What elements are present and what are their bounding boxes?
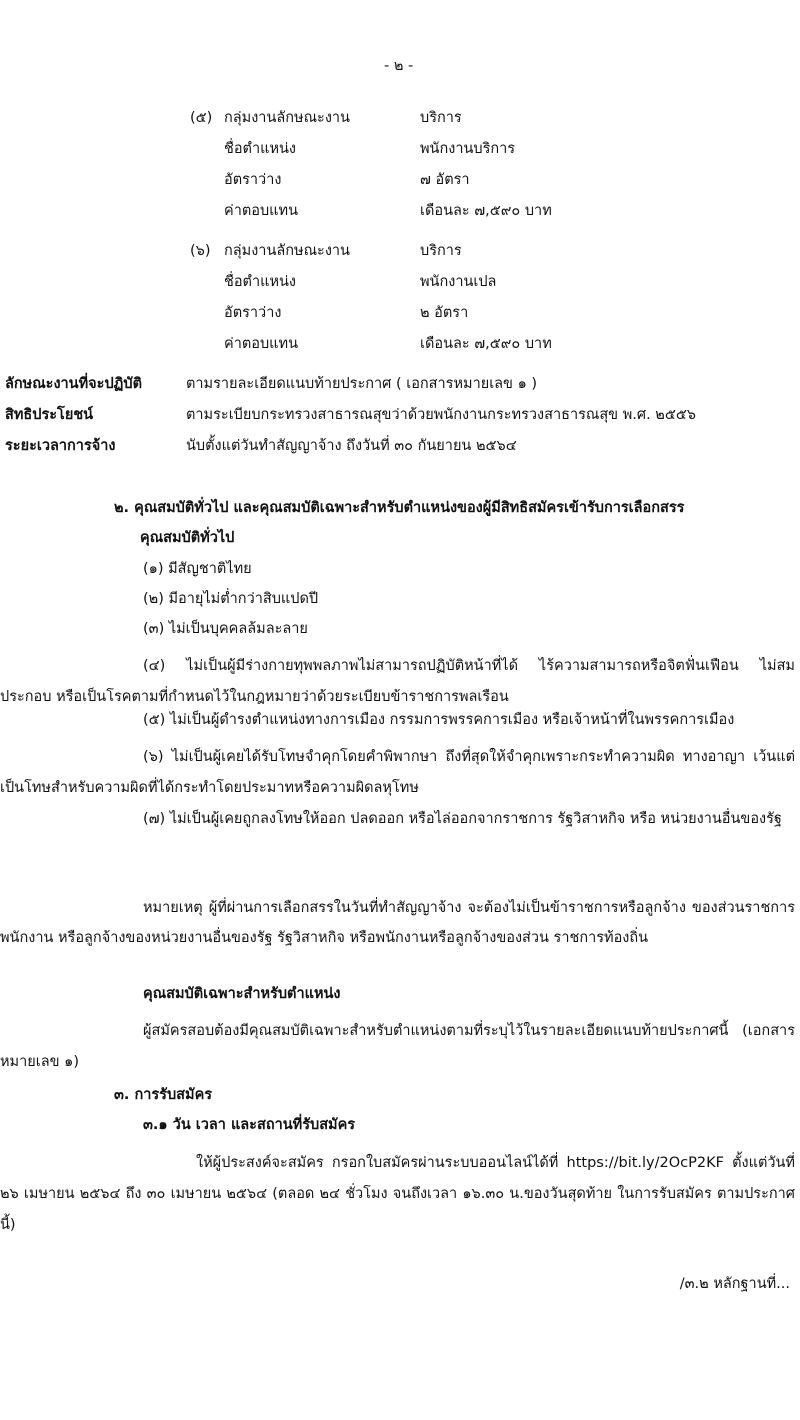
subsection-heading: คุณสมบัติเฉพาะสำหรับตำแหน่ง: [143, 986, 341, 1002]
page-number: - ๒ -: [384, 58, 414, 74]
field-value: บริการ: [420, 110, 462, 126]
field-value: เดือนละ ๗,๕๙๐ บาท: [420, 203, 552, 219]
field-label: ค่าตอบแทน: [224, 336, 298, 352]
list-item: (๓) ไม่เป็นบุคคลล้มละลาย: [143, 621, 308, 637]
term-value: ตามรายละเอียดแนบท้ายประกาศ ( เอกสารหมายเลข ๑ ): [186, 376, 538, 392]
field-label: ค่าตอบแทน: [224, 203, 298, 219]
list-item: (๗) ไม่เป็นผู้เคยถูกลงโทษให้ออก ปลดออก หรือไล่ออกจากราชการ รัฐวิสาหกิจ หรือ หน่วยงานอื่นของรัฐ: [143, 811, 782, 827]
field-value: บริการ: [420, 243, 462, 259]
field-value: เดือนละ ๗,๕๙๐ บาท: [420, 336, 552, 352]
field-label: กลุ่มงานลักษณะงาน: [224, 110, 350, 126]
continuation-note: /๓.๒ หลักฐานที่...: [679, 1276, 790, 1292]
paragraph: ผู้สมัครสอบต้องมีคุณสมบัติเฉพาะสำหรับตำแหน่งตามที่ระบุไว้ในรายละเอียดแนบท้ายประกาศนี้ (เอกสารหมายเลข ๑): [0, 1023, 795, 1070]
field-label: อัตราว่าง: [224, 172, 282, 188]
list-item: (๔) ไม่เป็นผู้มีร่างกายทุพพลภาพไม่สามารถปฏิบัติหน้าที่ได้ ไร้ความสามารถหรือจิตฟั่นเฟือน ไม่สมประกอบ หรือเป็นโรคตามที่กำหนดไว้ในกฎหมายว่าด้วยระเบียบข้าราชการพลเรือน: [0, 658, 795, 705]
term-value: ตามระเบียบกระทรวงสาธารณสุขว่าด้วยพนักงานกระทรวงสาธารณสุข พ.ศ. ๒๕๕๖: [186, 407, 697, 423]
term-label: สิทธิประโยชน์: [5, 407, 94, 423]
paragraph: ให้ผู้ประสงค์จะสมัคร กรอกใบสมัครผ่านระบบออนไลน์ได้ที่ https://bit.ly/2OcP2KF ตั้งแต่วันที่ ๒๖ เมษายน ๒๕๖๔ ถึง ๓๐ เมษายน ๒๕๖๔ (ตลอด ๒๔ ชั่วโมง จนถึงเวลา ๑๖.๓๐ น.ของวันสุดท้าย ในการรับสมัคร ตามประกาศนี้): [0, 1155, 795, 1233]
position-number: (๖): [190, 243, 211, 259]
term-label: ลักษณะงานที่จะปฏิบัติ: [5, 376, 142, 392]
field-value: พนักงานบริการ: [420, 141, 516, 157]
subsection-heading: ๓.๑ วัน เวลา และสถานที่รับสมัคร: [143, 1117, 356, 1133]
note-paragraph: หมายเหตุ ผู้ที่ผ่านการเลือกสรรในวันที่ทำสัญญาจ้าง จะต้องไม่เป็นข้าราชการหรือลูกจ้าง ของส่วนราชการ พนักงาน หรือลูกจ้างของหน่วยงานอื่นของรัฐ รัฐวิสาหกิจ หรือพนักงานหรือลูกจ้างของส่วน ราชการท้องถิ่น: [0, 900, 795, 946]
position-number: (๕): [190, 110, 213, 126]
field-value: พนักงานเปล: [420, 274, 497, 290]
term-label: ระยะเวลาการจ้าง: [5, 438, 116, 454]
list-item: (๕) ไม่เป็นผู้ดำรงตำแหน่งทางการเมือง กรรมการพรรคการเมือง หรือเจ้าหน้าที่ในพรรคการเมือง: [143, 712, 735, 728]
field-label: กลุ่มงานลักษณะงาน: [224, 243, 350, 259]
field-value: ๗ อัตรา: [420, 172, 470, 188]
list-item: (๖) ไม่เป็นผู้เคยได้รับโทษจำคุกโดยคำพิพากษา ถึงที่สุดให้จำคุกเพราะกระทำความผิด ทางอาญา เว้นแต่เป็นโทษสำหรับความผิดที่ได้กระทำโดยประมาทหรือความผิดลหุโทษ: [0, 749, 795, 796]
field-value: ๒ อัตรา: [420, 305, 469, 321]
subsection-heading: คุณสมบัติทั่วไป: [140, 530, 235, 546]
list-item: (๒) มีอายุไม่ต่ำกว่าสิบแปดปี: [143, 591, 319, 607]
section-heading: ๓. การรับสมัคร: [114, 1087, 213, 1103]
section-heading: ๒. คุณสมบัติทั่วไป และคุณสมบัติเฉพาะสำหรับตำแหน่งของผู้มีสิทธิสมัครเข้ารับการเลือกสรร: [114, 500, 685, 516]
field-label: ชื่อตำแหน่ง: [224, 274, 297, 290]
list-item: (๑) มีสัญชาติไทย: [143, 561, 252, 577]
term-value: นับตั้งแต่วันทำสัญญาจ้าง ถึงวันที่ ๓๐ กันยายน ๒๕๖๔: [186, 438, 517, 454]
field-label: อัตราว่าง: [224, 305, 282, 321]
field-label: ชื่อตำแหน่ง: [224, 141, 297, 157]
